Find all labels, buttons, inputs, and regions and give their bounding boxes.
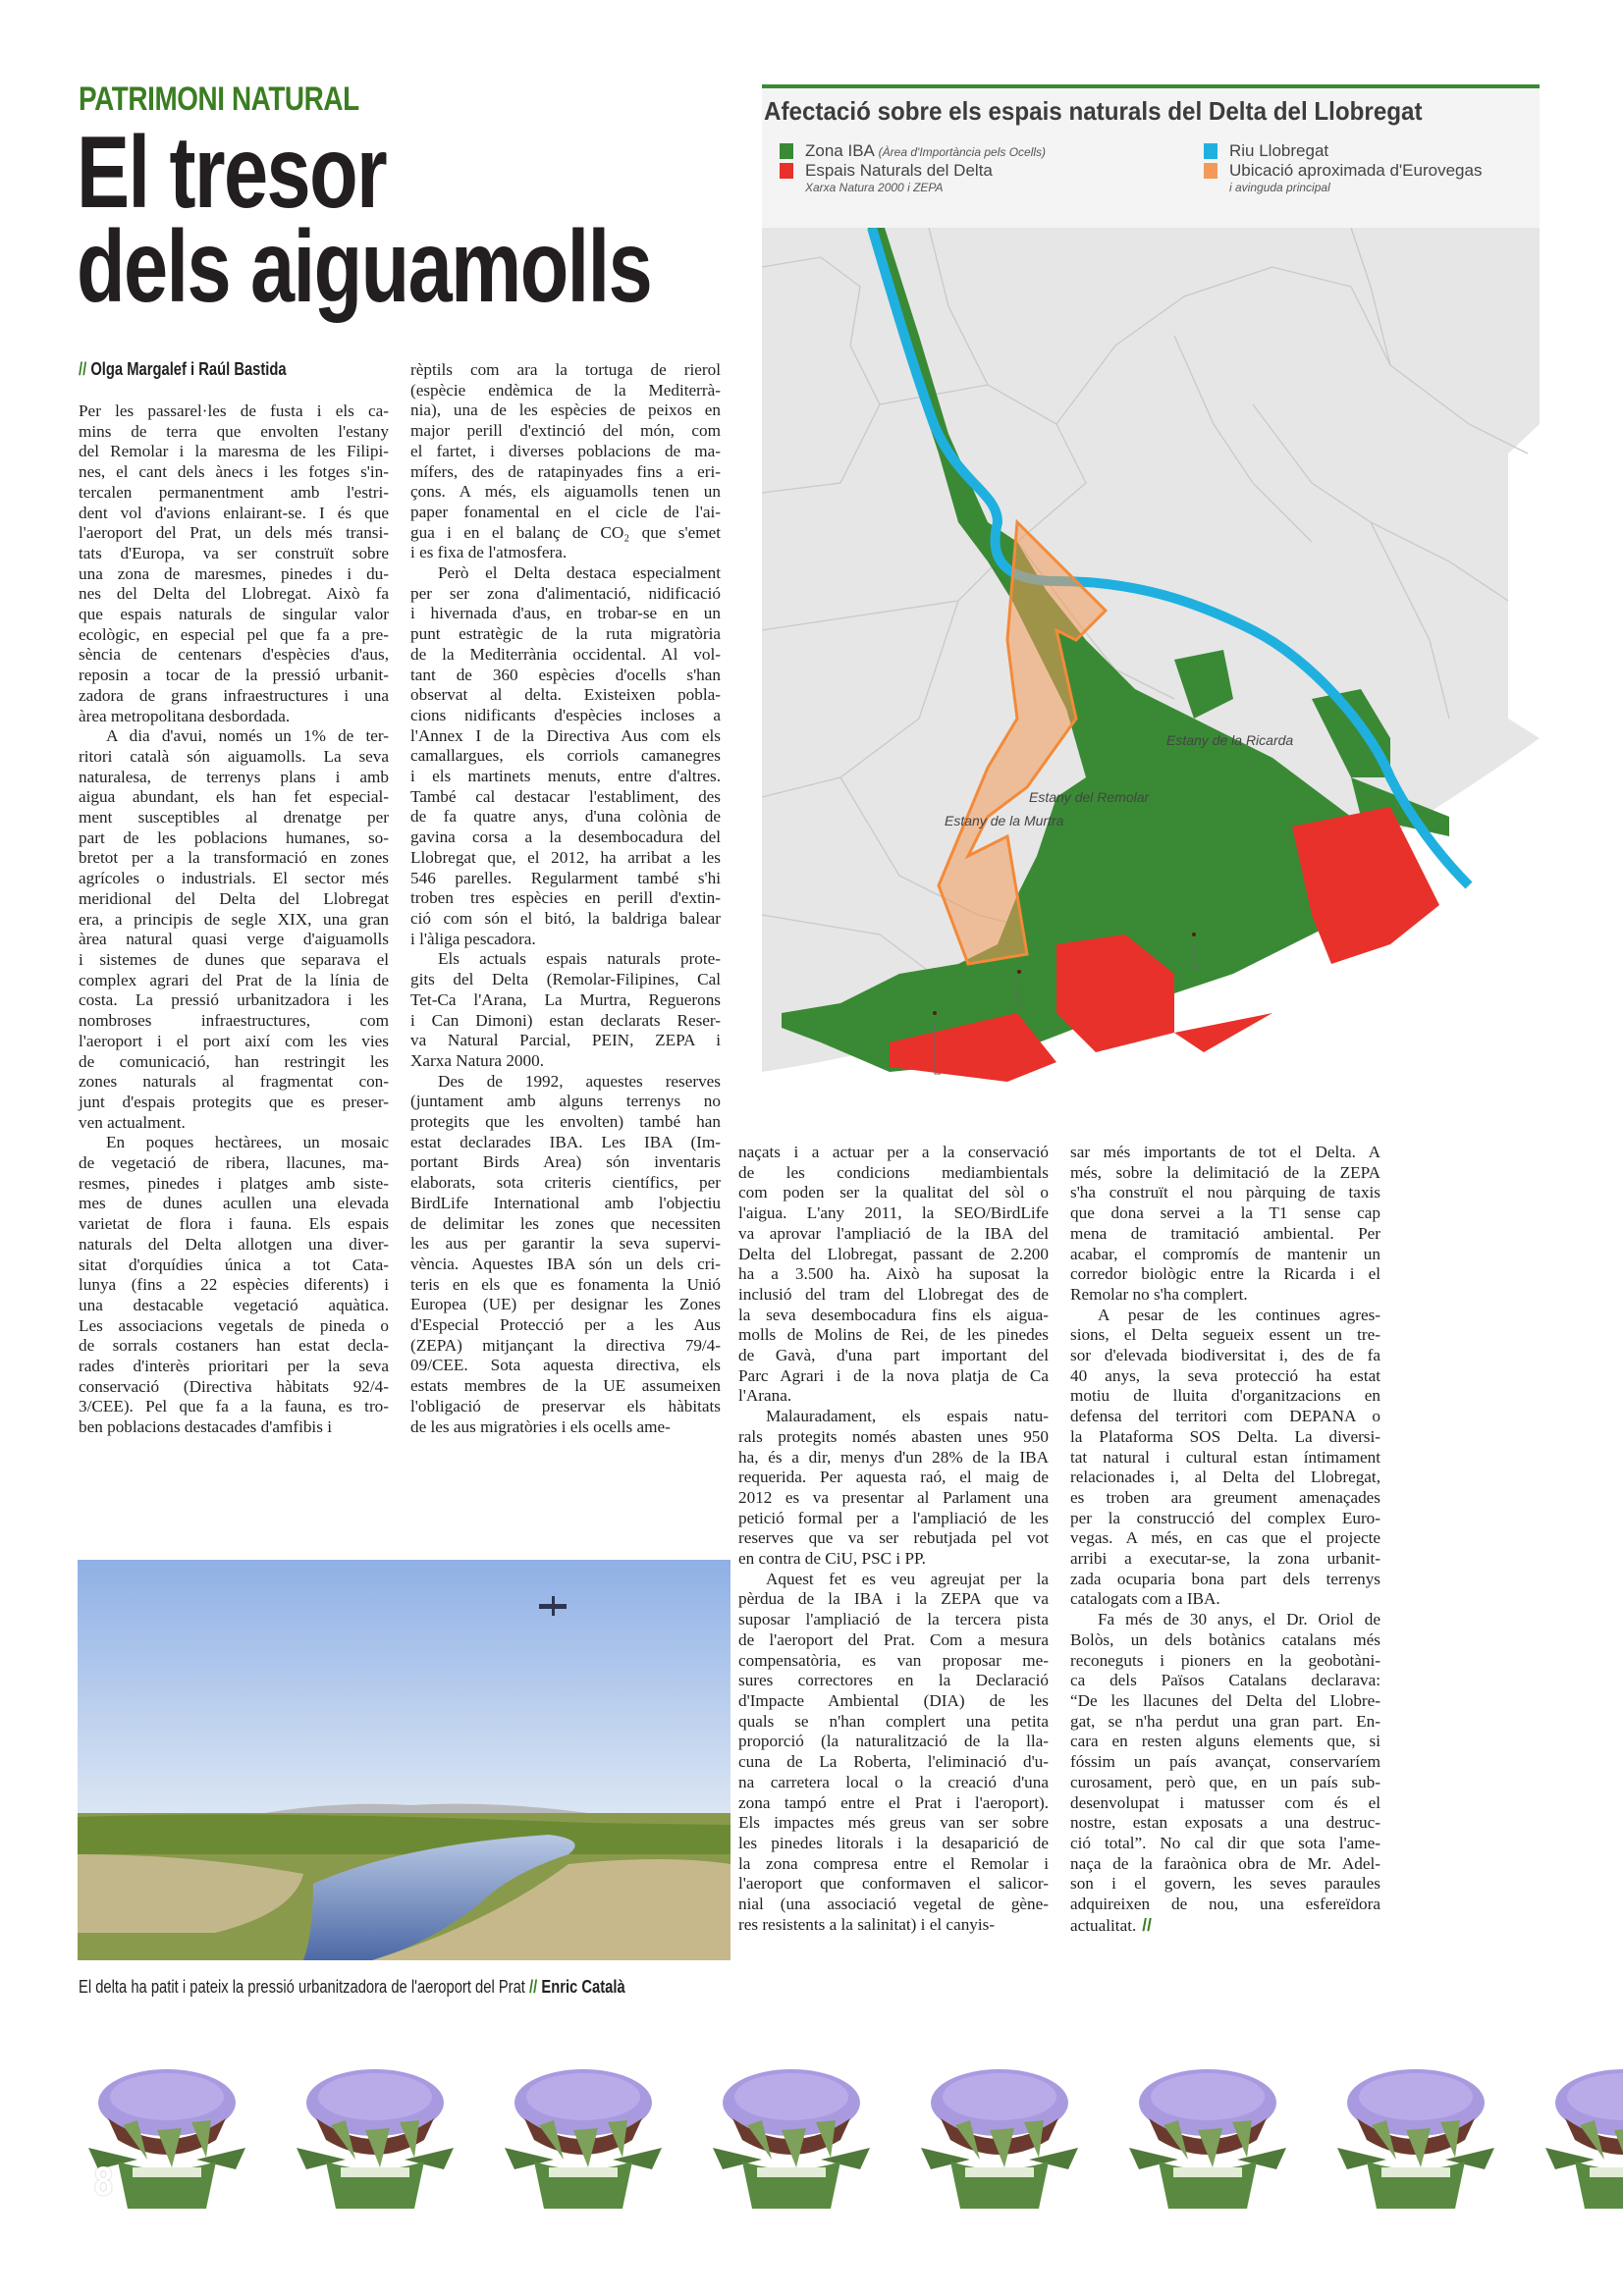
text-line: 546 parelles. Regularment també s'hi [410, 868, 721, 887]
text-line: Parc Agrari i de la nova platja de Ca [738, 1365, 1049, 1385]
text-line: adquireixen de nou, una esfereïdora [1070, 1895, 1380, 1914]
headline-line-2: dels aiguamolls [77, 210, 652, 324]
label-estany-remolar: Estany del Remolar [1029, 789, 1150, 805]
text-line: Xarxa Natura 2000. [410, 1050, 545, 1070]
text-line: A pesar de les continues agres- [1098, 1305, 1380, 1324]
text-line: actualitat. [1070, 1915, 1137, 1935]
text-line: cuna de La Roberta, l'eliminació d'u- [738, 1752, 1049, 1772]
text-line: vència. Aquestes IBA són un dels cri- [410, 1254, 721, 1273]
text-line: àrea natural quasi verge d'aiguamolls [79, 930, 389, 949]
text-line: en contra de CiU, PSC i PP. [738, 1549, 926, 1569]
text-line: l'aeroport i el port així com les vies [79, 1031, 389, 1050]
text-line: suposar l'ampliació de la tercera pista [738, 1610, 1049, 1629]
text-line: major perill d'extinció del món, com [410, 421, 721, 441]
text-line: cions nidificants d'espècies incloses a [410, 705, 721, 724]
article-column-2 [410, 360, 721, 1437]
text-line: troben tres espècies en perill d'extin- [410, 888, 721, 908]
text-line: (juntament amb alguns terrenys no [410, 1092, 721, 1111]
text-line: meridional del Delta del Llobregat [79, 888, 389, 908]
text-line: Bolòs, un dels botànics catalans més [1070, 1629, 1380, 1649]
artichoke-row [79, 2052, 1623, 2209]
text-line: per la construcció del complex Euro- [1070, 1508, 1380, 1527]
text-line: sor d'elevada biodiversitat i, des de fa [1070, 1346, 1380, 1365]
article-paragraph [738, 1143, 1049, 1407]
text-line: reposin a tocar de la pressió urbanit- [79, 666, 389, 685]
text-line: de fa quatre anys, d'una colònia de [410, 807, 721, 827]
text-line: Europea (UE) per designar les Zones [410, 1295, 721, 1314]
text-line: es troben ara greument amenaçades [1070, 1487, 1380, 1507]
text-line: sència de centenars d'espècies d'aus, [79, 645, 389, 665]
text-line: era, a principis de segle XIX, una gran [79, 909, 389, 929]
text-line: mena de tramitació ambiental. Per [1070, 1223, 1380, 1243]
text-line: de delimitar les zones que necessiten [410, 1213, 721, 1233]
text-line: catalogats com a IBA. [1070, 1589, 1220, 1609]
text-line: Aquest fet es veu agreujat per la [766, 1569, 1049, 1588]
text-line: camallargues, els corriols camanegres [410, 746, 721, 766]
text-line: (espècie endèmica de la Mediterrà- [410, 380, 721, 400]
text-line: sitat d'orquídies única a tot Cata- [79, 1255, 389, 1274]
text-line: A dia d'avui, només un 1% de ter- [106, 726, 389, 746]
legend-note-natura: Xarxa Natura 2000 i ZEPA [805, 181, 944, 194]
text-line: quals se n'han complert una petita [738, 1711, 1049, 1731]
article-column-4 [1070, 1143, 1380, 1936]
text-line: BirdLife International amb l'objectiu [410, 1193, 721, 1212]
article-paragraph [410, 360, 721, 563]
text-line: naçats i a actuar per a la conservació [738, 1143, 1049, 1161]
text-line: Des de 1992, aquestes reserves [438, 1071, 721, 1091]
text-line: zones naturals al fragmentat con- [79, 1072, 389, 1092]
byline-mark: // [79, 359, 87, 379]
text-line: petició formal per a l'ampliació de les [738, 1508, 1049, 1527]
text-line: ca dels Països Catalans declarava: [1070, 1671, 1380, 1690]
artichoke-footer [79, 2052, 1623, 2209]
text-line: sions, el Delta segueix essent un tre- [1070, 1325, 1380, 1345]
legend-item-iba: Zona IBA (Àrea d'Importància pels Ocells) [776, 141, 1046, 161]
text-line: Remolar no s'ha complert. [1070, 1284, 1248, 1304]
text-line: resmes, pinedes i platges amb siste- [79, 1173, 389, 1193]
text-line: rals protegits només abasten unes 950 [738, 1426, 1049, 1446]
text-line: de les aus migratòries i els ocells ame- [410, 1416, 671, 1436]
text-line: que espais naturals de singular valor [79, 605, 389, 624]
text-line: teris en els que es fonamenta la Unió [410, 1274, 721, 1294]
text-line: ha, és a dir, menys d'un 28% de la IBA [738, 1447, 1049, 1467]
text-line: el fartet, i diverses poblacions de ma- [410, 441, 721, 460]
text-line: També cal destacar l'establiment, des [410, 786, 721, 806]
legend-right [1200, 141, 1482, 194]
text-line: zada ocuparia bona part dels terrenys [1070, 1569, 1380, 1588]
text-line: d'Especial Protecció per a les Aus [410, 1315, 721, 1335]
text-line: conservació (Directiva hàbitats 92/4- [79, 1376, 389, 1396]
text-line: Llobregat que, el 2012, ha arribat a les [410, 847, 721, 867]
text-line: varietat de flora i fauna. Els espais [79, 1214, 389, 1234]
text-line: ment susceptibles al drenatge per [79, 808, 389, 828]
byline [79, 359, 287, 380]
text-line: com poden ser la qualitat del sòl o [738, 1183, 1049, 1202]
text-line: molls de Molins de Rei, de les pinedes [738, 1325, 1049, 1345]
caption-credit-mark: // [529, 1977, 538, 1997]
text-line: dent vol d'avions enlairant-se. I és que [79, 503, 389, 522]
photo-caption [79, 1977, 625, 1998]
text-line: zadora de grans infraestructures i una [79, 685, 389, 705]
text-line: gits del Delta (Remolar-Filipines, Cal [410, 970, 721, 989]
text-line: l'aeroport del Prat, un dels més transi- [79, 523, 389, 543]
article-column-1 [79, 401, 389, 1438]
text-line: les aus per garantir la seva supervi- [410, 1234, 721, 1254]
text-line: punt estratègic de la ruta migratòria [410, 624, 721, 644]
legend-swatch-orange [1204, 163, 1217, 179]
text-line: i es fixa de l'atmosfera. [410, 543, 568, 562]
text-line: ritori català són aiguamolls. La seva [79, 746, 389, 766]
legend-left [776, 141, 1046, 194]
text-line: relacionades i, al Delta del Llobregat, [1070, 1468, 1380, 1487]
text-line: “De les llacunes del Delta del Llobre- [1070, 1690, 1380, 1710]
article-paragraph [1070, 1306, 1380, 1611]
text-line: l'obligació de preservar els hàbitats [410, 1396, 721, 1415]
article-paragraph [79, 401, 389, 726]
text-line: mífers, des de ratapinyades fins a eri- [410, 461, 721, 481]
text-line: reconeguts i pioners en la geobotàni- [1070, 1650, 1380, 1670]
legend-item-eurovegas: Ubicació aproximada d'Eurovegas [1200, 161, 1482, 181]
byline-authors: Olga Margalef i Raúl Bastida [90, 359, 287, 379]
photo-graphic [78, 1560, 730, 1960]
text-line: i els martinets menuts, entre d'altres. [410, 767, 721, 786]
text-line: ha a 3.500 ha. Això ha suposat la [738, 1264, 1049, 1284]
text-line: ben poblacions destacades d'amfibis i [79, 1417, 332, 1437]
text-line: tats d'Europa, va ser construït sobre [79, 543, 389, 562]
text-line: la zona compresa entre el Remolar i [738, 1853, 1049, 1873]
text-line: naturalesa, de terrenys plans i amb [79, 767, 389, 786]
text-line: d'Impacte Ambiental (DIA) de les [738, 1690, 1049, 1710]
text-line: una destacable vegetació aquàtica. [79, 1295, 389, 1314]
article-paragraph [410, 949, 721, 1071]
text-line: tant de 360 espècies d'ocells s'han [410, 665, 721, 684]
text-line: mes de dunes acullen una elevada [79, 1194, 389, 1213]
text-line: i Can Dimoni) estan declarats Reser- [410, 1010, 721, 1030]
figure-top-rule [762, 84, 1540, 88]
text-line: proporció (la naturalització de la lla- [738, 1732, 1049, 1751]
wetland-photo [78, 1560, 730, 1960]
text-line: nostre, estan exposats a una destruc- [1070, 1813, 1380, 1833]
article-paragraph [79, 726, 389, 1133]
text-line: arribi a executar-se, la zona urbanit- [1070, 1549, 1380, 1569]
text-line: part de les poblacions humanes, so- [79, 828, 389, 847]
text-line: va aprovar l'ampliació de la IBA del [738, 1223, 1049, 1243]
article-paragraph [738, 1570, 1049, 1936]
text-line: nia), una de les espècies de peixos en [410, 400, 721, 420]
text-line: çons. A més, els aiguamolls tenen un [410, 482, 721, 502]
text-line: nes del Delta del Llobregat. Això fa [79, 584, 389, 604]
caption-text: El delta ha patit i pateix la pressió urbanitzadora de l'aeroport del Prat [79, 1977, 525, 1997]
text-line: res resistents a la salinitat) i el canyis- [738, 1914, 996, 1934]
text-line: paper fonamental en el cicle de l'ai- [410, 502, 721, 521]
text-line: nes, el cant dels ànecs i les fotges s'in- [79, 462, 389, 482]
text-line: acabar, el compromís de mantenir un [1070, 1244, 1380, 1263]
text-line: de comunicació, han restringit les [79, 1051, 389, 1071]
page-number: 8 [94, 2158, 113, 2204]
text-line: fóssim un país avançat, conservaríem [1070, 1752, 1380, 1772]
text-line: les pinedes litorals i la desaparició de [738, 1833, 1049, 1852]
text-line: rades d'interès prioritari per la seva [79, 1357, 389, 1376]
map-figure [762, 84, 1540, 1090]
text-line: 3/CEE). Pel que fa a la fauna, es tro- [79, 1397, 389, 1416]
text-line: inclusió del tram del Llobregat des de [738, 1284, 1049, 1304]
text-line: de vegetació de ribera, llacunes, ma- [79, 1153, 389, 1173]
text-line: complex agrari del Prat de la línia de [79, 970, 389, 989]
text-line: l'Arana. [738, 1386, 792, 1406]
text-line: reserves que va ser rebutjada pel vot [738, 1528, 1049, 1548]
text-line: del Remolar i la maresma de les Filipi- [79, 442, 389, 461]
text-line: la seva desembocadura fins els aigua- [738, 1305, 1049, 1324]
text-line: nombroses infraestructures, com [79, 1011, 389, 1031]
text-line: s'ha construït el nou pàrquing de taxis [1070, 1183, 1380, 1202]
text-line: rèptils com ara la tortuga de rierol [410, 360, 721, 379]
text-line: ecològic, en especial pel que fa a pre- [79, 624, 389, 644]
text-line: nial (una associació vegetal de gène- [738, 1895, 1049, 1914]
text-line: 09/CEE. Sota aquesta directiva, els [410, 1356, 721, 1375]
text-line: Delta del Llobregat, passant de 2.200 [738, 1244, 1049, 1263]
text-line: tercalen permanentment amb l'estri- [79, 482, 389, 502]
text-line: l'aigua. L'any 2011, la SEO/BirdLife [738, 1203, 1049, 1223]
text-line: estat declarades IBA. Les IBA (Im- [410, 1132, 721, 1151]
text-line: portant Birds Area) són inventaris [410, 1152, 721, 1172]
legend-swatch-red [780, 163, 793, 179]
text-line: sures correctores en la Declaració [738, 1671, 1049, 1690]
text-line: corredor biològic entre la Ricarda i el [1070, 1264, 1380, 1284]
text-line: una zona de maresmes, pinedes i du- [79, 563, 389, 583]
headline [77, 116, 652, 324]
text-line: requerida. Per aquesta raó, el maig de [738, 1468, 1049, 1487]
text-line: curosament, però que, en un país sub- [1070, 1772, 1380, 1791]
text-line: costa. La pressió urbanitzadora i les [79, 990, 389, 1010]
text-line: que dona servei a la T1 sense cap [1070, 1203, 1380, 1223]
text-line: i hivernada d'aus, en trobar-se en un [410, 604, 721, 623]
text-line: més, sobre la delimitació de la ZEPA [1070, 1162, 1380, 1182]
text-line: Però el Delta destaca especialment [438, 563, 721, 583]
text-line: l'aeroport que conformaven el salicor- [738, 1874, 1049, 1894]
text-line: observat al delta. Existeixen pobla- [410, 685, 721, 705]
text-line: 2012 es va presentar al Parlament una [738, 1487, 1049, 1507]
text-line: i l'àliga pescadora. [410, 929, 536, 948]
text-line: de les condicions mediambientals [738, 1162, 1049, 1182]
article-paragraph [79, 1133, 389, 1438]
text-line: l'Annex I de la Directiva Aus com els [410, 725, 721, 745]
text-line: compensatòria, es van proposar me- [738, 1650, 1049, 1670]
text-line: son i el govern, les seves paraules [1070, 1874, 1380, 1894]
text-line: àrea metropolitana desbordada. [79, 706, 291, 725]
legend-item-natural-spaces: Espais Naturals del Delta [776, 161, 1046, 181]
text-line: sar més importants de tot el Delta. A [1070, 1143, 1380, 1161]
text-line: gua i en el balanç de CO₂ que s'emet [410, 522, 721, 542]
text-line: defensa del territori com DEPANA o [1070, 1407, 1380, 1426]
text-line: gavina corsa a la desembocadura del [410, 828, 721, 847]
text-line: vegas. A més, en cas que el projecte [1070, 1528, 1380, 1548]
article-paragraph [1070, 1143, 1380, 1306]
text-line: lunya (fins a 22 espècies diferents) i [79, 1275, 389, 1295]
legend-note-avenue: i avinguda principal [1229, 181, 1330, 194]
label-estany-ricarda: Estany de la Ricarda [1166, 732, 1294, 748]
text-line: (ZEPA) mitjançant la directiva 79/4- [410, 1335, 721, 1355]
text-line: elaborats, sota criteris científics, per [410, 1173, 721, 1193]
legend-item-river: Riu Llobregat [1200, 141, 1482, 161]
text-line: naça de la faraònica obra de Mr. Adel- [1070, 1853, 1380, 1873]
text-line: protegits que les envolten) també han [410, 1112, 721, 1132]
figure-title: Afectació sobre els espais naturals del Delta del Llobregat [764, 96, 1423, 126]
article-paragraph [410, 1072, 721, 1438]
text-line: Fa més de 30 anys, el Dr. Oriol de [1098, 1610, 1380, 1629]
text-line: motiu de lluita d'organitzacions en [1070, 1386, 1380, 1406]
label-estany-murtra: Estany de la Murtra [945, 813, 1064, 828]
section-kicker: PATRIMONI NATURAL [79, 80, 359, 118]
text-line: desenvolupat i matusser com és el [1070, 1792, 1380, 1812]
text-line: va Natural Parcial, PEIN, ZEPA i [410, 1031, 721, 1050]
text-line: de Gavà, d'una part important del [738, 1346, 1049, 1365]
text-line: bretot per a la transformació en zones [79, 848, 389, 868]
legend-swatch-blue [1204, 143, 1217, 159]
text-line: estats membres de la UE assumeixen [410, 1376, 721, 1396]
text-line: Per les passarel·les de fusta i els ca- [79, 401, 389, 420]
headline-line-1: El tresor [77, 116, 387, 230]
map-graphic [762, 228, 1540, 1090]
photo-credit: Enric Català [541, 1977, 625, 1997]
text-line: Les associacions vegetals de pineda o [79, 1315, 389, 1335]
text-line: naturals del Delta allotgen una diver- [79, 1234, 389, 1254]
text-line: Els actuals espais naturals prote- [438, 949, 721, 969]
text-line: aigua abundant, els han fet especial- [79, 787, 389, 807]
text-line: En poques hectàrees, un mosaic [106, 1133, 389, 1152]
text-line: junt d'espais protegits que es preser- [79, 1092, 389, 1111]
text-line: i sistemes de dunes que separava el [79, 949, 389, 969]
text-line: de sorrals costaners han estat decla- [79, 1336, 389, 1356]
article-paragraph [1070, 1610, 1380, 1936]
text-line: ven actualment. [79, 1112, 186, 1132]
text-line: cara en resten alguns elements que, si [1070, 1732, 1380, 1751]
text-line: de l'aeroport del Prat. Com a mesura [738, 1629, 1049, 1649]
legend-swatch-green [780, 143, 793, 159]
text-line: gat, se n'ha perdut una gran part. En- [1070, 1711, 1380, 1731]
article-column-3 [738, 1143, 1049, 1935]
text-line: per ser zona d'alimentació, nidificació [410, 583, 721, 603]
article-paragraph [410, 563, 721, 949]
text-line: Tet-Ca l'Arana, La Murtra, Reguerons [410, 989, 721, 1009]
article-end-mark: // [1142, 1914, 1152, 1935]
text-line: agrícoles o industrials. El sector més [79, 869, 389, 888]
text-line: pèrdua de la IBA i la ZEPA que va [738, 1589, 1049, 1609]
text-line: zona tampó entre el Prat i l'aeroport). [738, 1792, 1049, 1812]
article-paragraph [738, 1407, 1049, 1570]
text-line: ció com són el bitó, la baldriga balear [410, 908, 721, 928]
text-line: na carretera local o la creació d'una [738, 1772, 1049, 1791]
text-line: la Plataforma SOS Delta. La diversi- [1070, 1426, 1380, 1446]
text-line: Els impactes més greus van ser sobre [738, 1813, 1049, 1833]
text-line: 40 anys, la seva protecció ha estat [1070, 1365, 1380, 1385]
text-line: ció total”. No cal dir que sota l'ame- [1070, 1833, 1380, 1852]
text-line: Malauradament, els espais natu- [766, 1407, 1049, 1426]
delta-map [762, 228, 1540, 1090]
text-line: de la Mediterrània occidental. Al vol- [410, 644, 721, 664]
text-line: tat natural i cultural estan íntimament [1070, 1447, 1380, 1467]
text-line: mins de terra que envolten l'estany [79, 421, 389, 441]
